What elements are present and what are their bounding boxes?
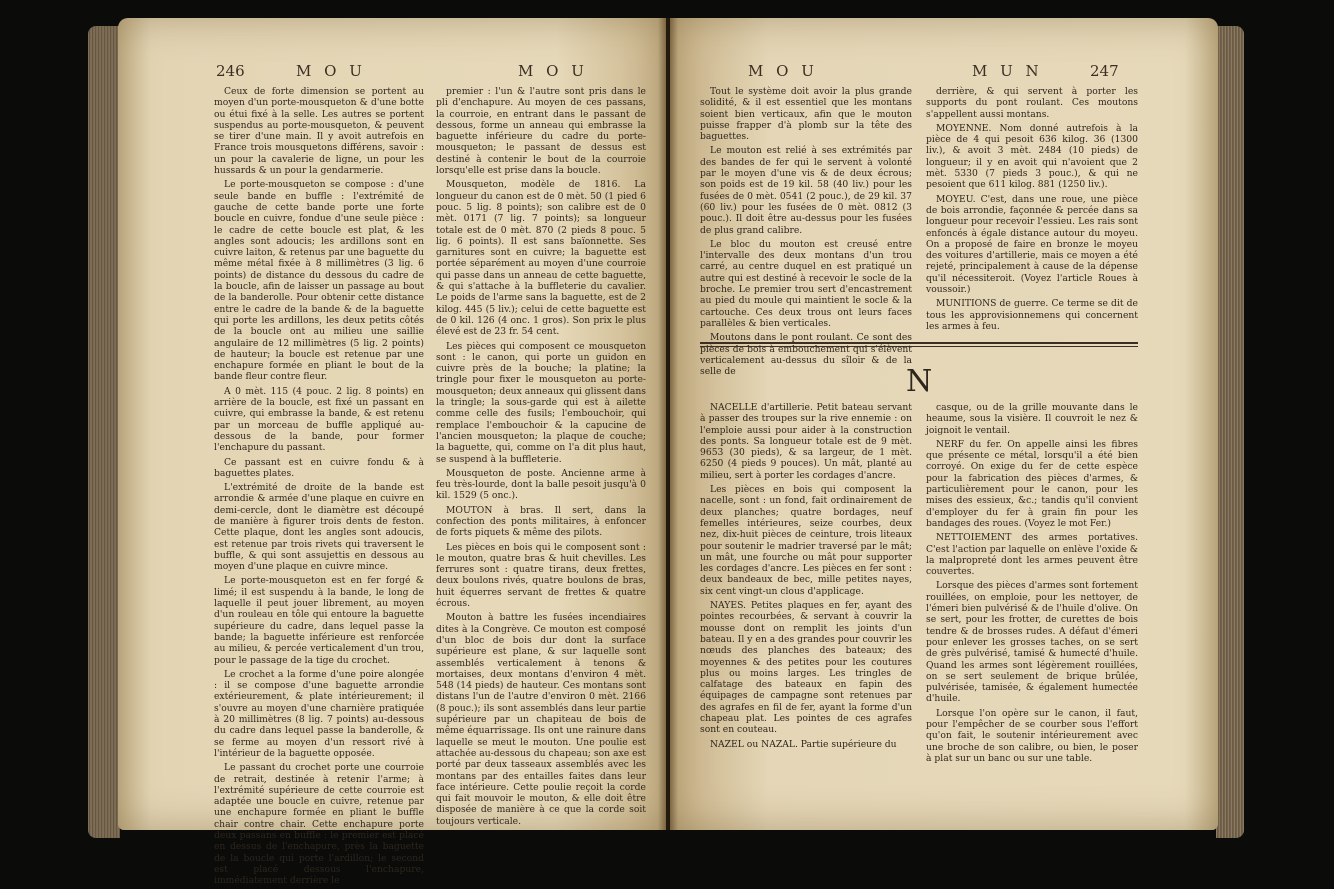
paragraph: Moutons dans le pont roulant. Ce sont des pièces de bois à embouchement qui s'élèvent verticalement au-dessus du sîloir & de la selle de [700,332,912,378]
book-edge-left [88,26,120,838]
paragraph: NETTOIEMENT des armes portatives. C'est l'action par laquelle on enlève l'oxide & la malpropreté dont les armes peuvent être couvertes. [926,532,1138,578]
paragraph: Ce passant est en cuivre fondu & à baguettes plates. [214,456,424,479]
page-number-right: 247 [1090,62,1119,80]
paragraph: MOYENNE. Nom donné autrefois à la pièce de 4 qui pesoit 636 kilog. 36 (1300 liv.), & avoit 3 mèt. 2484 (10 pieds) de longueur; il y en avoit qui n'avoient que 2 mèt. 5330 (7 pieds 3 pouc.), & qui ne pesoient que 611 kilog. 881 (1250 liv.). [926,122,1138,191]
left-column-2 [436,86,646,830]
paragraph: Les pièces en bois qui le composent sont : le mouton, quatre bras & huit chevilles. Les ferrures sont : quatre tirans, deux frettes, deux boulons rivés, quatre boulons de bras, huit équerres servant de frettes & quatre écrous. [436,541,646,610]
left-column-1 [214,86,424,889]
paragraph: NERF du fer. On appelle ainsi les fibres que présente ce métal, lorsqu'il a été bien corroyé. On exige du fer de cette espèce pour la fabrication des pièces d'armes, & particulièrement pour le canon, pour les mises des essieux, &c.; tandis qu'il convient d'employer du fer à grain fin pour les bandages des roues. (Voyez le mot Fer.) [926,438,1138,529]
book-gutter [658,18,678,830]
paragraph: Le crochet a la forme d'une poire alongée : il se compose d'une baguette arrondie extérieurement, & plate intérieurement; il s'ouvre au moyen d'une charnière pratiquée à 20 millimètres (8 lig. 7 points) au-dessous du cadre dans lequel passe la banderolle, & se ferme au moyen d'un ressort rivé à l'intérieur de la baguette opposée. [214,668,424,759]
paragraph: premier : l'un & l'autre sont pris dans le pli d'enchapure. Au moyen de ces passans, la courroie, en entrant dans le passant de dessous, forme un anneau qui embrasse la baguette inférieure du cadre du porte-mousqueton; le passant de dessus est destiné à contenir le bout de la courroie lorsqu'elle est prise dans la boucle. [436,86,646,177]
book-edge-right [1216,26,1244,838]
section-rule [700,342,1138,344]
left-page [118,18,666,887]
paragraph: Le porte-mousqueton se compose : d'une seule bande en buffle : l'extrémité de gauche de cette bande porte une forte boucle en cuivre, fondue d'une seule pièce : le cadre de cette boucle est plat, & les angles sont adoucis; les ardillons sont en cuivre laiton, & retenus par une baguette du même métal fixée à 8 millimètres (3 lig. 6 points) de distance du dessous du cadre de la boucle, afin de laisser un passage au bout de la banderolle. Pour obtenir cette distance entre le cadre de la bande & de la baguette qui porte les ardillons, les deux petits côtés de la boucle ont au milieu une saillie angulaire de 12 millimètres (5 lig. 2 points) de hauteur; la boucle est retenue par une enchapure formée en pliant le bout de la bande fleur contre fleur. [214,179,424,383]
paragraph: L'extrémité de droite de la bande est arrondie & armée d'une plaque en cuivre en demi-cercle, dont le diamètre est découpé de manière à figurer trois dents de feston. Cette plaque, dont les angles sont adoucis, est retenue par trois rivets qui traversent le buffle, & qui sont assujettis en dessous au moyen d'une plaque en cuivre mince. [214,482,424,573]
paragraph: A 0 mèt. 115 (4 pouc. 2 lig. 8 points) en arrière de la boucle, est fixé un passant en cuivre, qui embrasse la bande, & est retenu par un morceau de buffle appliqué au-dessous de la bande, pour former l'enchapure du passant. [214,385,424,454]
paragraph: MOUTON à bras. Il sert, dans la confection des ponts militaires, à enfoncer de forts piquets & même des pilots. [436,504,646,539]
section-letter: N [906,364,933,399]
paragraph: Lorsque des pièces d'armes sont fortement rouillées, on emploie, pour les nettoyer, de l'émeri bien pulvérisé & de l'huile d'olive. On se sert, pour les frotter, de curettes de bois tendre & de brosses rudes. A défaut d'émeri pour enlever les grosses taches, on se sert de grès pulvérisé, tamisé & humecté d'huile. Quand les armes sont légèrement rouillées, on se sert seulement de brique brûlée, pulvérisée, tamisée, & également humectée d'huile. [926,580,1138,705]
paragraph: derrière, & qui servent à porter les supports du pont roulant. Ces moutons s'appellent aussi montans. [926,86,1138,120]
paragraph: Le passant du crochet porte une courroie de retrait, destinée à retenir l'arme; à l'extrémité supérieure de cette courroie est adaptée une boucle en cuivre, retenue par une enchapure formée en pliant le buffle chair contre chair. Cette enchapure porte deux passans en buffle : le premier est placé en dessus de l'enchapure, près la baguette de la boucle qui porte l'ardillon; le second est placé dessous l'enchapure, immédiatement derrière le [214,762,424,887]
running-head-right-1: M O U [748,62,818,80]
open-book [118,18,1218,887]
paragraph: casque, ou de la grille mouvante dans le heaume, sous la visière. Il couvroit le nez & joignoit le ventail. [926,402,1138,436]
paragraph: Les pièces qui composent ce mousqueton sont : le canon, qui porte un guidon en cuivre près de la bouche; la platine; la tringle pour fixer le mousqueton au porte-mousqueton; deux anneaux qui glissent dans la tringle; la sous-garde qui est à ailette comme celle des fusils; l'embouchoir, qui remplace l'embouchoir & la capucine de l'ancien mousqueton; la plaque de couche; la baguette, qui, comme on l'a dit plus haut, se suspend à la buffleterie. [436,340,646,465]
paragraph: Mouton à battre les fusées incendiaires dites à la Congrève. Ce mouton est composé d'un bloc de bois dur dont la surface supérieure est plane, & sur laquelle sont assemblés verticalement à tenons & mortaises, deux montans d'environ 4 mèt. 548 (14 pieds) de hauteur. Ces montans sont distans l'un de l'autre d'environ 0 mèt. 2166 (8 pouc.); ils sont assemblés dans leur partie supérieure par un chapiteau de bois de même équarrissage. Ils ont une rainure dans laquelle se meut le mouton. Une poulie est attachée au-dessous du chapeau; son axe est porté par deux tasseaux assemblés avec les montans par des entailles faites dans leur face intérieure. Cette poulie reçoit la corde qui fait mouvoir le mouton, & elle doit être disposée de manière à ce que la corde soit toujours verticale. [436,612,646,827]
right-page [670,18,1218,830]
running-head-left-1: M O U [296,62,366,80]
paragraph: NACELLE d'artillerie. Petit bateau servant à passer des troupes sur la rive ennemie : on l'emploie aussi pour aider à la construction des ponts. Sa longueur totale est de 9 mèt. 9653 (30 pieds), & sa largeur, de 1 mèt. 6250 (4 pieds 9 pouces). Un mât, planté au milieu, sert à porter les cordages d'ancre. [700,402,912,481]
page-number-left: 246 [216,62,245,80]
running-head-right-2: M U N [972,62,1043,80]
paragraph: Les pièces en bois qui composent la nacelle, sont : un fond, fait ordinairement de deux planches; quatre bordages, neuf femelles intérieures, seize courbes, deux nez, dix-huit pièces de ceinture, trois liteaux pour soutenir le madrier traversé par le mât; un mât, une fourche ou mât pour supporter les cordages d'ancre. Les pièces en fer sont : deux bandeaux de bec, mille petites nayes, six cent vingt-un clous d'applicage. [700,484,912,597]
paragraph: Ceux de forte dimension se portent au moyen d'un porte-mousqueton & d'une botte ou étui fixé à la selle. Les autres se portent suspendus au porte-mousqueton, & peuvent se tirer d'une main. Il y avoit autrefois en France trois mousquetons différens, savoir : un pour la cavalerie de ligne, un pour les hussards & un pour la gendarmerie. [214,86,424,177]
right-column-2 [926,86,1138,335]
right-column-4 [926,402,1138,767]
paragraph: NAYES. Petites plaques en fer, ayant des pointes recourbées, & servant à couvrir la mousse dont on remplit les joints d'un bateau. Il y en a des grandes pour couvrir les nœuds des planches des bateaux; des moyennes & des petites pour les coutures plus ou moins larges. Les tringles de calfatage des bateaux en fapin des équipages de campagne sont retenues par des agrafes en fil de fer, ayant la forme d'un chapeau plat. Les pointes de ces agrafes sont en couteau. [700,600,912,736]
paragraph: NAZEL ou NAZAL. Partie supérieure du [710,738,897,750]
paragraph: Mousqueton, modèle de 1816. La longueur du canon est de 0 mèt. 50 (1 pied 6 pouc. 5 lig. 8 points); son calibre est de 0 mèt. 0171 (7 lig. 7 points); sa longueur totale est de 0 mèt. 870 (2 pieds 8 pouc. 5 lig. 6 points). Il est sans baïonnette. Ses garnitures sont en cuivre; la baguette est portée séparément au moyen d'une courroie qui passe dans un anneau de cette baguette, & qui s'attache à la buffleterie du cavalier. Le poids de l'arme sans la baguette, est de 2 kilog. 445 (5 liv.); celui de cette baguette est de 0 kil. 126 (4 onc. 1 gros). Son prix le plus élevé est de 23 fr. 54 cent. [436,179,646,338]
paragraph: Lorsque l'on opère sur le canon, il faut, pour l'empêcher de se courber sous l'effort qu'on fait, le soutenir intérieurement avec une broche de son calibre, ou bien, le poser à plat sur un banc ou sur une table. [926,707,1138,764]
right-column-1 [700,86,912,380]
paragraph: Le bloc du mouton est creusé entre l'intervalle des deux montans d'un trou carré, au centre duquel en est pratiqué un autre qui est destiné à recevoir le socle de la broche. Le premier trou sert d'encastrement au pied du moule qui maintient le socle & la cartouche. Ces deux trous ont leurs faces parallèles & bien verticales. [700,238,912,329]
paragraph: MOYEU. C'est, dans une roue, une pièce de bois arrondie, façonnée & percée dans sa longueur pour recevoir l'essieu. Les rais sont enfoncés à égale distance autour du moyeu. On a proposé de faire en bronze le moyeu des voitures d'artillerie, mais ce moyen a été rejeté, principalement à cause de la dépense qu'il nécessiteroit. (Voyez l'article Roues à voussoir.) [926,193,1138,296]
right-column-3 [700,402,912,753]
running-head-left-2: M O U [518,62,588,80]
paragraph: Le porte-mousqueton est en fer forgé & limé; il est suspendu à la bande, le long de laquelle il peut jouer librement, au moyen d'un rouleau en tôle qui entoure la baguette supérieure du cadre, dans lequel passe la bande; la baguette inférieure est renforcée au milieu, & percée verticalement d'un trou, pour le passage de la tige du crochet. [214,575,424,666]
paragraph: Mousqueton de poste. Ancienne arme à feu très-lourde, dont la balle pesoit jusqu'à 0 kil. 1529 (5 onc.). [436,467,646,502]
section-rule-thin [700,346,1138,347]
paragraph: Tout le système doit avoir la plus grande solidité, & il est essentiel que les montans soient bien verticaux, afin que le mouton puisse frapper d'à plomb sur la tête des baguettes. [700,86,912,143]
paragraph: MUNITIONS de guerre. Ce terme se dit de tous les approvisionnemens qui concernent les armes à feu. [926,298,1138,332]
paragraph: Le mouton est relié à ses extrémités par des bandes de fer qui le servent à volonté par le moyen d'une vis & de deux écrous; son poids est de 19 kil. 58 (40 liv.) pour les fusées de 0 mèt. 0541 (2 pouc.), de 29 kil. 37 (60 liv.) pour les fusées de 0 mèt. 0812 (3 pouc.). Il doit être au-dessus pour les fusées de plus grand calibre. [700,145,912,236]
